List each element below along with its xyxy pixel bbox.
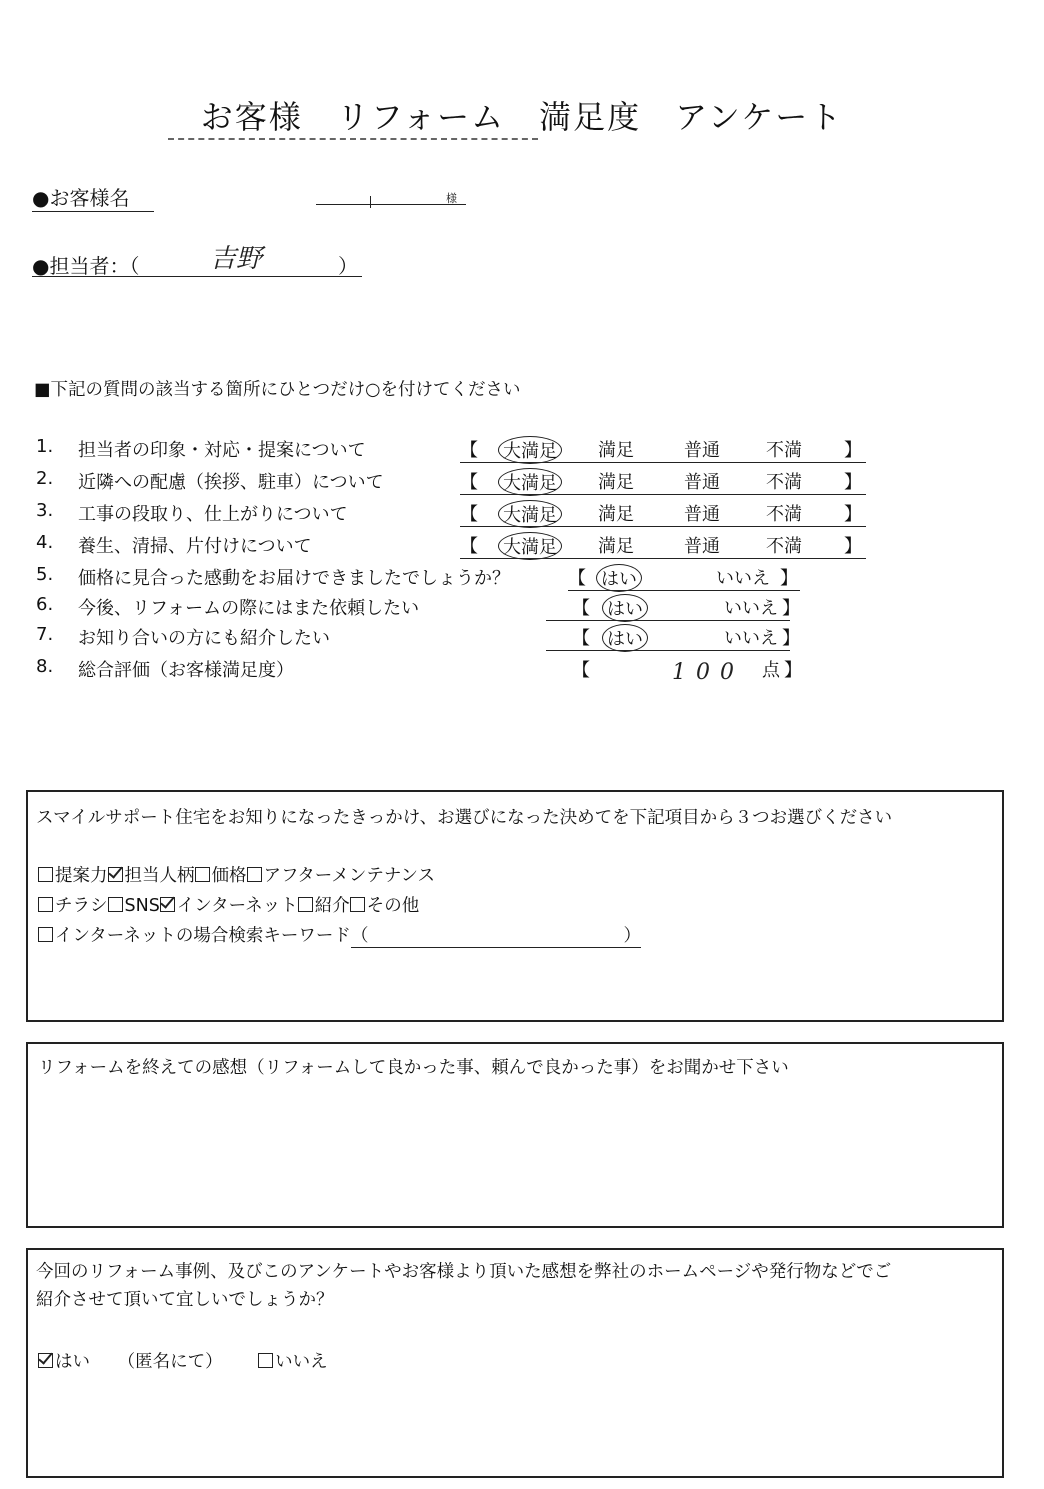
option-dissatisfied[interactable]: 不満 — [766, 472, 802, 493]
option-satisfied[interactable]: 満足 — [598, 472, 634, 493]
bracket-open: 【 — [460, 504, 478, 525]
question-row-6 — [36, 594, 876, 624]
page-title: お客様 リフォーム 満足度 アンケート — [200, 98, 844, 136]
option-yes-selected[interactable]: はい — [596, 564, 642, 592]
checkbox-label: 提案力 — [55, 866, 108, 886]
bracket-open: 【 — [572, 598, 590, 619]
score-unit: 点 — [762, 660, 780, 681]
checkbox-sns[interactable] — [108, 897, 123, 912]
field-tick — [370, 196, 371, 208]
option-satisfied[interactable]: 満足 — [598, 536, 634, 557]
discovery-section — [26, 790, 1004, 1022]
question-text: 養生、清掃、片付けについて — [78, 536, 312, 557]
permission-section — [26, 1248, 1004, 1478]
question-row-2 — [36, 468, 876, 498]
option-no[interactable]: いいえ — [724, 628, 778, 649]
bracket-open: 【 — [460, 440, 478, 461]
no-label: いいえ — [275, 1352, 328, 1372]
anonymous-label: （匿名にて） — [117, 1352, 223, 1372]
option-yes-selected[interactable]: はい — [602, 624, 648, 652]
option-no[interactable]: いいえ — [716, 568, 770, 589]
question-row-3 — [36, 500, 876, 530]
bracket-open: 【 — [572, 628, 590, 649]
yesno-options — [546, 594, 800, 621]
checkbox-no[interactable] — [258, 1353, 273, 1368]
keyword-label: インターネットの場合検索キーワード — [55, 926, 351, 946]
checkbox-label: その他 — [366, 896, 420, 916]
option-dissatisfied[interactable]: 不満 — [766, 440, 802, 461]
rating-options — [460, 436, 866, 463]
option-very-satisfied-selected[interactable]: 大満足 — [498, 532, 562, 560]
question-row-8 — [36, 656, 876, 686]
bracket-open: 【 — [568, 568, 586, 589]
instruction-text: ■下記の質問の該当する箇所にひとつだけ○を付けてください — [34, 380, 521, 400]
question-number: 5. — [36, 564, 54, 585]
checkbox-after-maintenance[interactable] — [247, 867, 262, 882]
rating-options — [460, 532, 866, 559]
option-very-satisfied-selected[interactable]: 大満足 — [498, 436, 562, 464]
customer-name-label: ●お客様名 — [32, 182, 154, 212]
discovery-row-1 — [38, 862, 435, 887]
option-average[interactable]: 普通 — [684, 536, 720, 557]
question-number: 8. — [36, 656, 54, 677]
staff-label: ●担当者：（ — [32, 254, 140, 278]
title-underline — [168, 138, 538, 140]
bracket-open: 【 — [460, 536, 478, 557]
discovery-heading: スマイルサポート住宅をお知りになったきっかけ、お選びになった決めてを下記項目から３つお選びください — [36, 808, 893, 828]
checkbox-label: 価格 — [211, 866, 247, 886]
checkbox-label: 担当人柄 — [124, 866, 195, 886]
yesno-options — [568, 564, 800, 591]
option-dissatisfied[interactable]: 不満 — [766, 504, 802, 525]
checkbox-yes-checked[interactable] — [38, 1353, 53, 1368]
option-yes-selected[interactable]: はい — [602, 594, 648, 622]
question-row-5 — [36, 564, 876, 594]
checkbox-internet-checked[interactable] — [160, 897, 175, 912]
staff-close: ） — [338, 254, 358, 278]
question-number: 2. — [36, 468, 54, 489]
question-number: 6. — [36, 594, 54, 615]
checkbox-proposal[interactable] — [38, 867, 53, 882]
option-average[interactable]: 普通 — [684, 440, 720, 461]
checkbox-price[interactable] — [195, 867, 210, 882]
checkbox-label: チラシ — [55, 896, 108, 916]
option-satisfied[interactable]: 満足 — [598, 504, 634, 525]
impressions-section — [26, 1042, 1004, 1228]
yesno-options — [546, 624, 800, 651]
bracket-open: 【 — [572, 660, 590, 681]
checkbox-label: インターネット — [176, 896, 298, 916]
question-number: 4. — [36, 532, 54, 553]
score-field[interactable] — [572, 656, 804, 685]
option-dissatisfied[interactable]: 不満 — [766, 536, 802, 557]
checkbox-referral[interactable] — [298, 897, 313, 912]
question-text: 担当者の印象・対応・提案について — [78, 440, 366, 461]
yes-label: はい — [55, 1352, 90, 1372]
question-number: 7. — [36, 624, 54, 645]
question-row-1 — [36, 436, 876, 466]
rating-options — [460, 468, 866, 495]
question-text: 価格に見合った感動をお届けできましたでしょうか？ — [78, 568, 510, 589]
checkbox-flyer[interactable] — [38, 897, 53, 912]
question-number: 3. — [36, 500, 54, 521]
option-average[interactable]: 普通 — [684, 472, 720, 493]
question-text: 総合評価（お客様満足度） — [78, 660, 294, 681]
staff-name-handwritten: 吉野 — [210, 244, 263, 274]
checkbox-keyword[interactable] — [38, 927, 53, 942]
keyword-close: ） — [623, 926, 641, 946]
staff-row — [32, 244, 362, 278]
bracket-close: 】 — [844, 536, 862, 557]
customer-suffix: 様 — [446, 192, 457, 205]
question-text: お知り合いの方にも紹介したい — [78, 628, 330, 649]
bracket-open: 【 — [460, 472, 478, 493]
keyword-open: （ — [350, 926, 369, 946]
question-text: 工事の段取り、仕上がりについて — [78, 504, 348, 525]
permission-text-line2: 紹介させて頂いて宜しいでしょうか？ — [36, 1290, 334, 1310]
bracket-close: 】 — [780, 568, 798, 589]
question-number: 1. — [36, 436, 54, 457]
question-text: 近隣への配慮（挨拶、駐車）について — [78, 472, 384, 493]
keyword-input[interactable] — [351, 922, 641, 948]
bracket-close: 】 — [782, 628, 800, 649]
impressions-heading: リフォームを終えての感想（リフォームして良かった事、頼んで良かった事）をお聞かせ下さい — [38, 1058, 789, 1078]
option-no[interactable]: いいえ — [724, 598, 778, 619]
rating-options — [460, 500, 866, 527]
bracket-close: 】 — [784, 660, 802, 681]
checkbox-label: SNS — [124, 896, 160, 916]
permission-options — [38, 1348, 328, 1373]
bracket-close: 】 — [844, 440, 862, 461]
checkbox-label: アフターメンテナンス — [263, 866, 435, 886]
option-very-satisfied-selected[interactable]: 大満足 — [498, 500, 562, 528]
question-text: 今後、リフォームの際にはまた依頼したい — [78, 598, 420, 619]
permission-text-line1: 今回のリフォーム事例、及びこのアンケートやお客様より頂いた感想を弊社のホームページや発行物などでご — [36, 1262, 892, 1282]
question-row-4 — [36, 532, 876, 562]
option-satisfied[interactable]: 満足 — [598, 440, 634, 461]
keyword-row — [38, 922, 641, 948]
checkbox-label: 紹介 — [314, 896, 350, 916]
bracket-close: 】 — [782, 598, 800, 619]
option-average[interactable]: 普通 — [684, 504, 720, 525]
bracket-close: 】 — [844, 504, 862, 525]
checkbox-staff-personality-checked[interactable] — [108, 867, 123, 882]
customer-name-field[interactable] — [316, 204, 466, 205]
discovery-row-2 — [38, 892, 419, 917]
score-handwritten: 100 — [672, 660, 744, 685]
impressions-textarea[interactable] — [38, 1088, 988, 1214]
checkbox-other[interactable] — [350, 897, 365, 912]
bracket-close: 】 — [844, 472, 862, 493]
option-very-satisfied-selected[interactable]: 大満足 — [498, 468, 562, 496]
question-row-7 — [36, 624, 876, 654]
